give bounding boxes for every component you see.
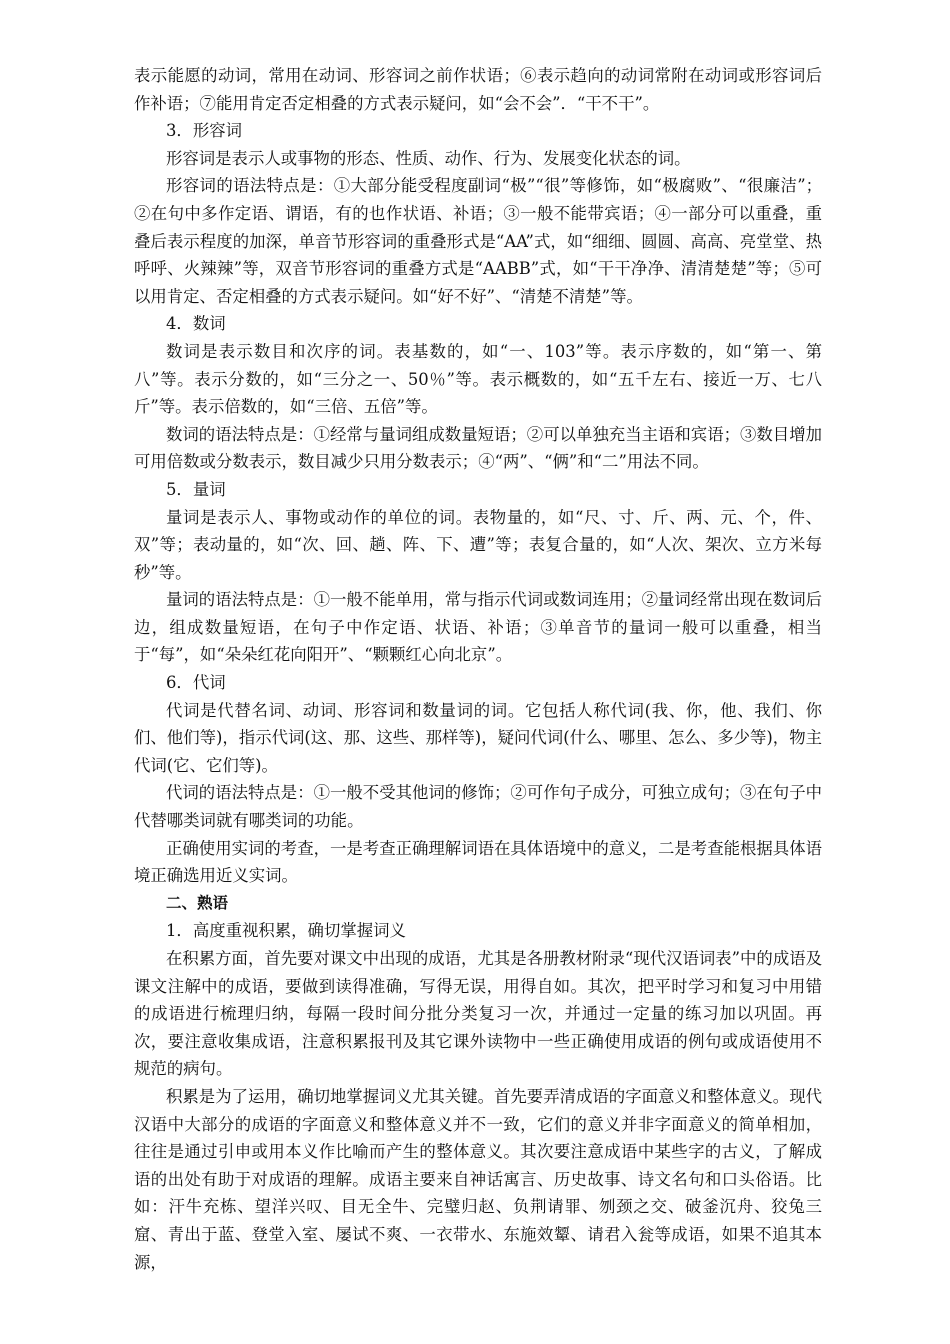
paragraph: 数词的语法特点是：①经常与量词组成数量短语；②可以单独充当主语和宾语；③数目增加可用倍数或分数表示，数目减少只用分数表示；④“两”、“俩”和“二”用法不同。 xyxy=(134,424,822,472)
paragraph: 量词是表示人、事物或动作的单位的词。表物量的，如“尺、寸、斤、两、元、个，件、双”等；表动量的，如“次、回、趟、阵、下、遭”等；表复合量的，如“人次、架次、立方米每秒”等。 xyxy=(134,507,822,582)
paragraph: 形容词是表示人或事物的形态、性质、动作、行为、发展变化状态的词。 xyxy=(166,148,691,168)
paragraph: 量词的语法特点是：①一般不能单用，常与指示代词或数词连用；②量词经常出现在数词后边，组成数量短语，在句子中作定语、状语、补语；③单音节的量词一般可以重叠，相当于“每”，如“朵朵红花向阳开”、“颗颗红心向北京”。 xyxy=(134,590,822,665)
section-heading: 1．高度重视积累，确切掌握词义 xyxy=(166,921,406,941)
paragraph: 代词是代替名词、动词、形容词和数量词的词。它包括人称代词(我、你，他、我们、你们、他们等)，指示代词(这、那、这些、那样等)，疑问代词(什么、哪里、怎么、多少等)，物主代词(它、它们等)。 xyxy=(134,700,822,775)
section-heading: 6．代词 xyxy=(166,673,226,693)
section-heading: 4．数词 xyxy=(166,314,226,334)
paragraph: 形容词的语法特点是：①大部分能受程度副词“极”“很”等修饰，如“极腐败”、“很廉洁”；②在句中多作定语、谓语，有的也作状语、补语；③一般不能带宾语；④一部分可以重叠，重叠后表示程度的加深，单音节形容词的重叠形式是“AA”式，如“细细、圆圆、高高、亮堂堂、热呼呼、火辣辣”等，双音节形容词的重叠方式是“AABB”式，如“干干净净、清清楚楚”等；⑤可以用肯定、否定相叠的方式表示疑问。如“好不好”、“清楚不清楚”等。 xyxy=(134,176,822,306)
paragraph: 积累是为了运用，确切地掌握词义尤其关键。首先要弄清成语的字面意义和整体意义。现代汉语中大部分的成语的字面意义和整体意义并不一致，它们的意义并非字面意义的简单相加，往往是通过引申或用本义作比喻而产生的整体意义。其次要注意成语中某些字的古义，了解成语的出处有助于对成语的理解。成语主要来自神话寓言、历史故事、诗文名句和口头俗语。比如：汗牛充栋、望洋兴叹、目无全牛、完璧归赵、负荆请罪、刎颈之交、破釜沉舟、狡兔三窟、青出于蓝、登堂入室、屡试不爽、一衣带水、东施效颦、请君入瓮等成语，如果不追其本源， xyxy=(134,1086,822,1272)
paragraph: 表示能愿的动词，常用在动词、形容词之前作状语；⑥表示趋向的动词常附在动词或形容词后作补语；⑦能用肯定否定相叠的方式表示疑问，如“会不会”．“干不干”。 xyxy=(134,66,822,113)
paragraph: 数词是表示数目和次序的词。表基数的，如“一、103”等。表示序数的，如“第一、第八”等。表示分数的，如“三分之一、50％”等。表示概数的，如“五千左右、接近一万、七八斤”等。表示倍数的，如“三倍、五倍”等。 xyxy=(134,341,822,417)
section-heading: 3．形容词 xyxy=(166,121,242,141)
section-heading: 5．量词 xyxy=(166,479,226,499)
paragraph: 在积累方面，首先要对课文中出现的成语，尤其是各册教材附录“现代汉语词表”中的成语及课文注解中的成语，要做到读得准确，写得无误，用得自如。其次，把平时学习和复习中用错的成语进行梳理归纳，每隔一段时间分批分类复习一次，并通过一定量的练习加以巩固。再次，要注意收集成语，注意积累报刊及其它课外读物中一些正确使用成语的例句或成语使用不规范的病句。 xyxy=(134,949,822,1079)
chapter-heading: 二、熟语 xyxy=(166,893,229,912)
paragraph: 正确使用实词的考查，一是考查正确理解词语在具体语境中的意义，二是考查能根据具体语境正确选用近义实词。 xyxy=(134,838,822,886)
paragraph: 代词的语法特点是：①一般不受其他词的修饰；②可作句子成分，可独立成句；③在句子中代替哪类词就有哪类词的功能。 xyxy=(134,783,822,831)
